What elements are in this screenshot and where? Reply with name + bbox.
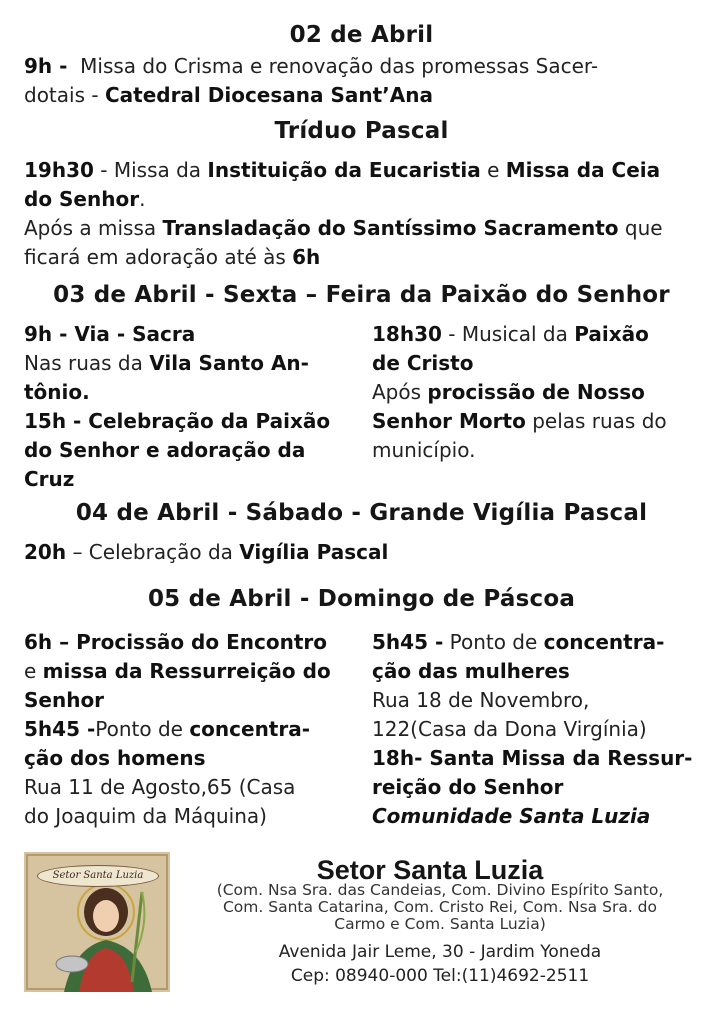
date-heading-02-abril: 02 de Abril — [289, 22, 434, 48]
footer-title: Setor Santa Luzia — [316, 855, 544, 885]
crisma-paragraph: 9h - Missa do Crisma e renovação das promessas Sacer- dotais - Catedral Diocesana Sant’Ana — [24, 54, 599, 107]
sabado-heading: 04 de Abril - Sábado - Grande Vigília Pascal — [75, 500, 648, 526]
santa-luzia-logo — [24, 852, 170, 992]
sexta-feira-heading: 03 de Abril - Sexta – Feira da Paixão do Senhor — [53, 282, 670, 308]
footer-communities: (Com. Nsa Sra. das Candeias, Com. Divino Espírito Santo, Com. Santa Catarina, Com. Cristo Rei, Com. Nsa Sra. do Carmo e Com. Santa Luzia) — [216, 881, 664, 933]
sexta-right-column: 18h30 - Musical da Paixão de Cristo Após procissão de Nosso Senhor Morto pelas ruas do município. — [372, 322, 667, 462]
footer-address: Avenida Jair Leme, 30 - Jardim Yoneda — [278, 942, 602, 962]
domingo-right-column: 5h45 - Ponto de concentra- ção das mulheres Rua 18 de Novembro, 122(Casa da Dona Virgínia) 18h- Santa Missa da Ressur- reição do Senhor Comunidade Santa Luzia — [372, 630, 693, 828]
vigilia-paragraph: 20h – Celebração da Vigília Pascal — [24, 540, 389, 564]
sexta-left-column: 9h - Via - Sacra Nas ruas da Vila Santo An- tônio. 15h - Celebração da Paixão do Senhor e adoração da Cruz — [24, 322, 331, 491]
domingo-left-column: 6h – Procissão do Encontro e missa da Ressurreição do Senhor 5h45 -Ponto de concentra- ção dos homens Rua 11 de Agosto,65 (Casa do Joaquim da Máquina) — [24, 630, 331, 828]
footer-contact: Cep: 08940-000 Tel:(11)4692-2511 — [290, 966, 590, 986]
domingo-heading: 05 de Abril - Domingo de Páscoa — [147, 586, 576, 612]
triduo-heading: Tríduo Pascal — [274, 118, 449, 144]
triduo-paragraph: 19h30 - Missa da Instituição da Eucaristia e Missa da Ceia do Senhor. Após a missa Transladação do Santíssimo Sacramento que ficará em adoração até às 6h — [24, 158, 663, 269]
logo-label: Setor Santa Luzia — [37, 865, 159, 887]
